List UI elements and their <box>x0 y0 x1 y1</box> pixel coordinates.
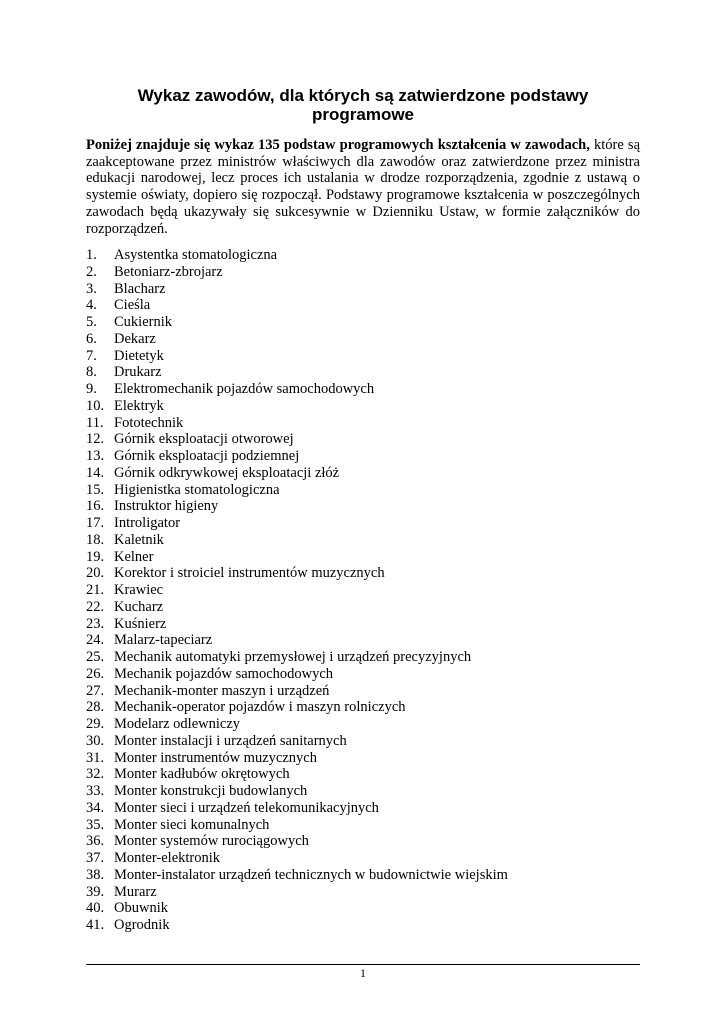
list-item <box>86 783 640 800</box>
list-item <box>86 348 640 365</box>
list-item-label: Higienistka stomatologiczna <box>114 481 280 498</box>
intro-paragraph <box>86 137 640 237</box>
list-item-number: 19. <box>86 548 105 565</box>
page-number: 1 <box>360 966 366 980</box>
list-item-number: 3. <box>86 280 97 297</box>
list-item-label: Dekarz <box>114 330 156 347</box>
list-item <box>86 381 640 398</box>
list-item <box>86 632 640 649</box>
list-item <box>86 247 640 264</box>
list-item-number: 33. <box>86 783 105 799</box>
list-item-label: Obuwnik <box>114 900 168 917</box>
occupation-list <box>86 247 640 934</box>
list-item-number: 41. <box>86 917 105 933</box>
list-item-label: Asystentka stomatologiczna <box>114 247 278 263</box>
list-item <box>86 582 640 599</box>
list-item-number: 21. <box>86 582 105 598</box>
list-item-number: 31. <box>86 749 105 766</box>
list-item-label: Korektor i stroiciel instrumentów muzycznych <box>114 565 385 582</box>
list-item-number: 23. <box>86 615 105 632</box>
list-item-number: 11. <box>86 414 104 431</box>
list-item-number: 35. <box>86 816 105 833</box>
list-item <box>86 364 640 381</box>
list-item-number: 20. <box>86 565 105 582</box>
list-item <box>86 398 640 415</box>
list-item-label: Monter sieci komunalnych <box>114 816 270 833</box>
list-item <box>86 616 640 633</box>
list-item-number: 40. <box>86 900 105 917</box>
list-item-number: 26. <box>86 665 105 682</box>
list-item-label: Górnik eksploatacji podziemnej <box>114 448 300 464</box>
list-item-number: 25. <box>86 649 105 665</box>
list-item-label: Kaletnik <box>114 531 164 548</box>
list-item-label: Introligator <box>114 515 181 531</box>
list-item <box>86 415 640 432</box>
list-item-number: 4. <box>86 297 97 314</box>
list-item-label: Instruktor higieny <box>114 498 219 515</box>
list-item-number: 17. <box>86 515 105 531</box>
list-item-label: Monter instalacji i urządzeń sanitarnych <box>114 732 347 749</box>
list-item <box>86 314 640 331</box>
list-item-number: 30. <box>86 732 105 749</box>
list-item-label: Monter-instalator urządzeń technicznych w budownictwie wiejskim <box>114 866 508 883</box>
list-item-number: 16. <box>86 498 105 515</box>
list-item-number: 7. <box>86 347 97 364</box>
list-item-number: 18. <box>86 531 105 548</box>
list-item-number: 32. <box>86 766 105 783</box>
list-item-label: Fototechnik <box>114 414 184 431</box>
list-item-label: Cieśla <box>114 297 151 314</box>
list-item-label: Mechanik automatyki przemysłowej i urządzeń precyzyjnych <box>114 649 472 665</box>
list-item-label: Malarz-tapeciarz <box>114 632 213 649</box>
list-item <box>86 448 640 465</box>
list-item-label: Górnik eksploatacji otworowej <box>114 431 294 448</box>
list-item-label: Drukarz <box>114 364 162 381</box>
list-item <box>86 900 640 917</box>
intro-text: które są zaakceptowane przez ministrów właściwych dla zawodów oraz zatwierdzone przez ministra edukacji narodowej, lecz proces ich ustalania w drodze rozporządzenia, zgodnie z ustawą o systemie oświaty, dopiero się rozpoczął. Podstawy programowe kształcenia w poszczególnych zawodach będą ukazywały się sukcesywnie w Dzienniku Ustaw, w formie załączników do rozporządzeń. <box>86 137 641 237</box>
list-item <box>86 917 640 934</box>
list-item-label: Mechanik-monter maszyn i urządzeń <box>114 682 330 699</box>
list-item <box>86 683 640 700</box>
list-item <box>86 850 640 867</box>
list-item-number: 24. <box>86 632 105 649</box>
list-item <box>86 431 640 448</box>
list-item-number: 14. <box>86 464 105 481</box>
list-item-label: Blacharz <box>114 280 166 297</box>
list-item <box>86 833 640 850</box>
list-item-label: Elektryk <box>114 397 164 414</box>
list-item-number: 28. <box>86 699 105 716</box>
list-item-label: Mechanik pojazdów samochodowych <box>114 665 334 682</box>
list-item-label: Elektromechanik pojazdów samochodowych <box>114 381 375 397</box>
list-item-number: 38. <box>86 866 105 883</box>
list-item <box>86 515 640 532</box>
footer-divider <box>86 964 640 965</box>
list-item-label: Modelarz odlewniczy <box>114 716 241 732</box>
list-item <box>86 599 640 616</box>
list-item-number: 2. <box>86 263 97 280</box>
list-item-label: Monter kadłubów okrętowych <box>114 766 290 783</box>
list-item <box>86 867 640 884</box>
list-item-label: Kuśnierz <box>114 615 167 632</box>
list-item-label: Monter-elektronik <box>114 850 221 866</box>
list-item <box>86 750 640 767</box>
list-item <box>86 549 640 566</box>
list-item <box>86 465 640 482</box>
list-item-label: Monter instrumentów muzycznych <box>114 749 317 766</box>
list-item-label: Monter konstrukcji budowlanych <box>114 783 308 799</box>
list-item-number: 8. <box>86 364 97 381</box>
list-item <box>86 817 640 834</box>
list-item-label: Górnik odkrywkowej eksploatacji złóż <box>114 464 340 481</box>
list-item-label: Kelner <box>114 548 154 565</box>
intro-bold-text: Poniżej znajduje się wykaz 135 podstaw programowych kształcenia w zawodach, <box>86 137 590 153</box>
list-item-label: Monter sieci i urządzeń telekomunikacyjnych <box>114 799 379 816</box>
list-item-label: Ogrodnik <box>114 917 170 933</box>
list-item <box>86 733 640 750</box>
list-item-number: 29. <box>86 716 105 732</box>
list-item <box>86 297 640 314</box>
list-item-label: Betoniarz-zbrojarz <box>114 263 223 280</box>
document-title: Wykaz zawodów, dla których są zatwierdzone podstawy programowe <box>137 86 589 124</box>
list-item-label: Murarz <box>114 883 157 900</box>
list-item-number: 6. <box>86 330 97 347</box>
list-item-number: 13. <box>86 448 105 464</box>
list-item-number: 12. <box>86 431 105 448</box>
list-item-number: 1. <box>86 247 97 263</box>
list-item-label: Kucharz <box>114 598 164 615</box>
list-item <box>86 716 640 733</box>
list-item-number: 10. <box>86 397 105 414</box>
list-item <box>86 699 640 716</box>
list-item <box>86 766 640 783</box>
list-item <box>86 532 640 549</box>
list-item <box>86 482 640 499</box>
list-item <box>86 649 640 666</box>
list-item <box>86 800 640 817</box>
list-item-number: 15. <box>86 481 105 498</box>
list-item-number: 39. <box>86 883 105 900</box>
list-item <box>86 331 640 348</box>
list-item <box>86 264 640 281</box>
list-item-number: 9. <box>86 381 97 397</box>
list-item-label: Monter systemów rurociągowych <box>114 833 309 850</box>
list-item-number: 36. <box>86 833 105 850</box>
list-item <box>86 498 640 515</box>
list-item-label: Cukiernik <box>114 314 172 330</box>
list-item-label: Krawiec <box>114 582 164 598</box>
list-item-label: Mechanik-operator pojazdów i maszyn rolniczych <box>114 699 406 716</box>
list-item-number: 27. <box>86 682 105 699</box>
list-item <box>86 565 640 582</box>
list-item-label: Dietetyk <box>114 347 164 364</box>
list-item-number: 37. <box>86 850 105 866</box>
list-item <box>86 666 640 683</box>
list-item-number: 22. <box>86 598 105 615</box>
list-item <box>86 884 640 901</box>
list-item-number: 5. <box>86 314 97 330</box>
list-item <box>86 281 640 298</box>
list-item-number: 34. <box>86 799 105 816</box>
